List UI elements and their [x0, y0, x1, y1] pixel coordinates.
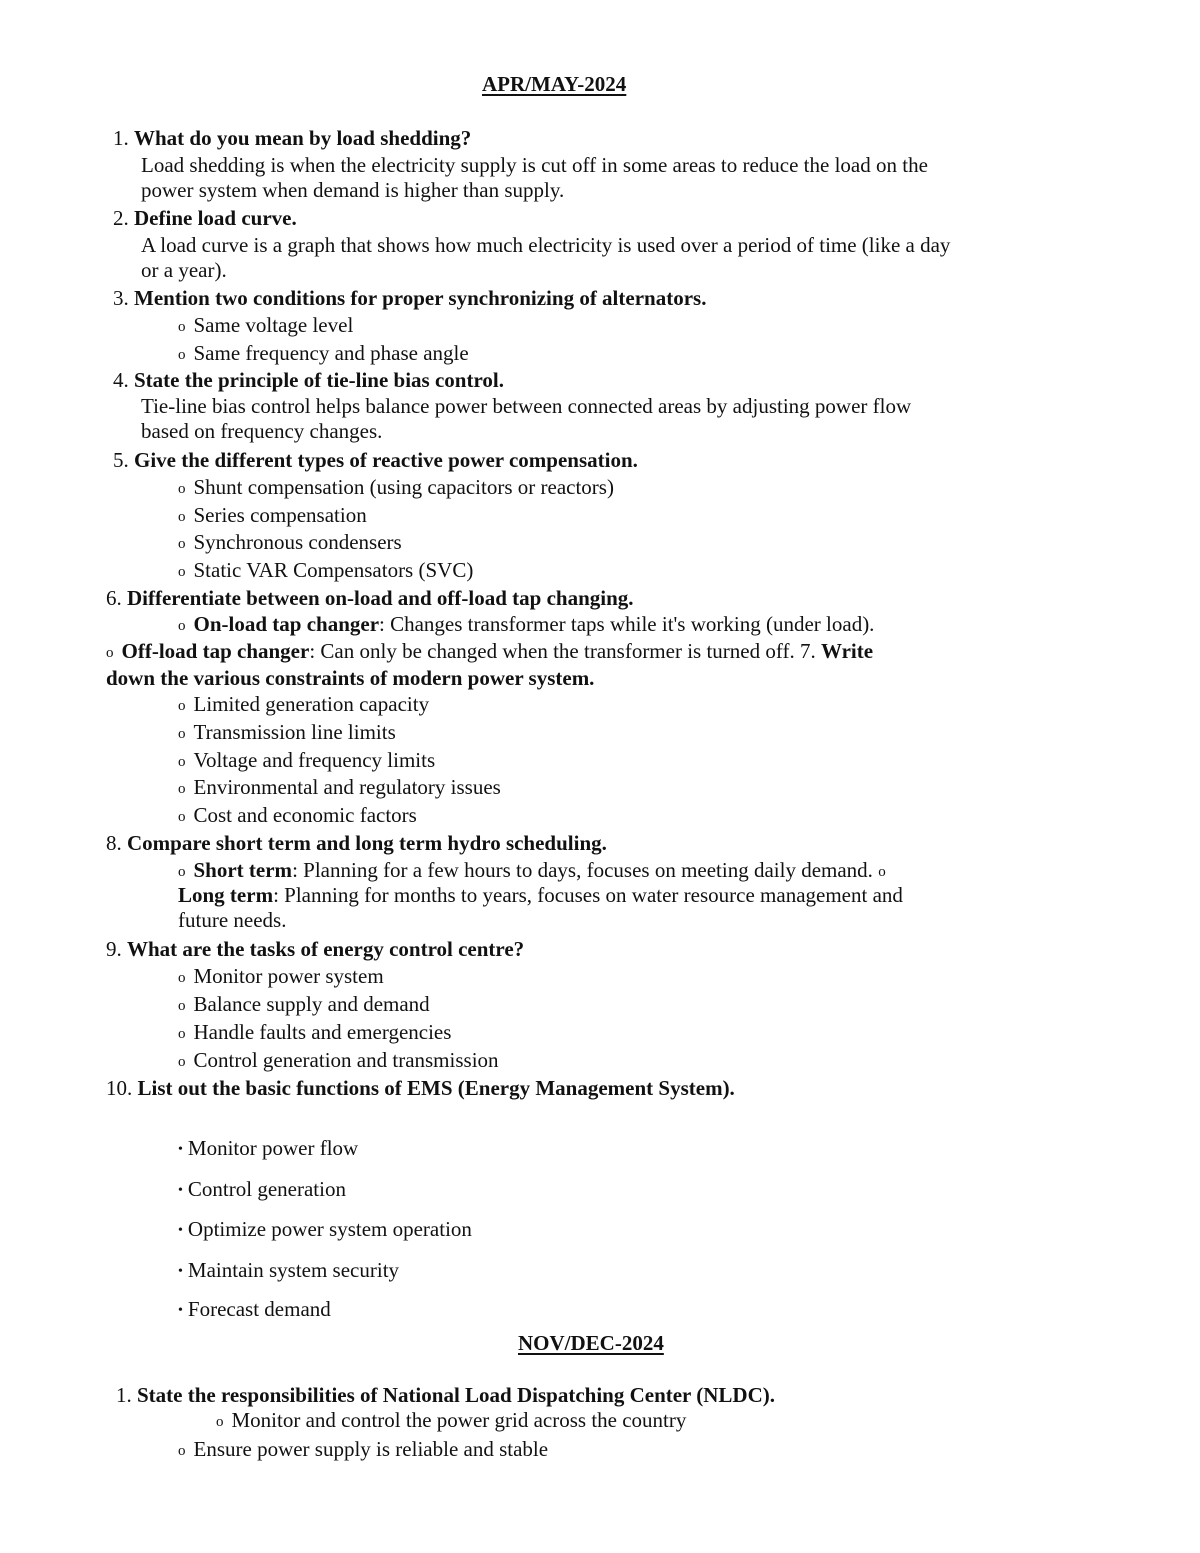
bullet-o: o	[178, 564, 186, 580]
bullet-o: o	[178, 1443, 186, 1459]
item-text: Synchronous condensers	[193, 530, 402, 554]
bullet-dot: •	[178, 1183, 183, 1198]
bullet-o: o	[178, 1026, 186, 1042]
question-5	[113, 447, 638, 473]
bullet-o: o	[178, 347, 186, 363]
question-text: What do you mean by load shedding?	[134, 126, 472, 150]
list-item	[178, 1047, 499, 1076]
list-item	[178, 963, 384, 992]
question-10	[106, 1075, 735, 1101]
nov-dec-question-1	[116, 1382, 775, 1408]
question-3	[113, 285, 706, 311]
question-text: Define load curve.	[134, 206, 297, 230]
list-item	[178, 312, 353, 341]
list-item	[178, 557, 473, 586]
item-text: Balance supply and demand	[193, 992, 430, 1016]
list-item	[178, 529, 402, 558]
item-text: Monitor and control the power grid across the country	[231, 1408, 687, 1432]
item-text: Transmission line limits	[193, 720, 396, 744]
question-number: 8.	[106, 831, 122, 855]
question-text: Compare short term and long term hydro scheduling.	[127, 831, 607, 855]
bullet-o: o	[878, 864, 886, 880]
item-text: Maintain system security	[187, 1258, 400, 1282]
question-1	[113, 125, 471, 151]
section-heading-apr-may-2024: APR/MAY-2024	[482, 72, 627, 96]
list-item	[178, 502, 367, 531]
bullet-o: o	[178, 536, 186, 552]
bullet-dot: •	[178, 1142, 183, 1157]
bullet-dot: •	[178, 1303, 183, 1318]
list-item	[178, 1436, 548, 1465]
offload-tap-changer	[106, 638, 873, 667]
question-number: 5.	[113, 448, 129, 472]
list-item	[216, 1407, 686, 1436]
item-text: Series compensation	[193, 503, 367, 527]
item-text: Control generation	[187, 1177, 346, 1201]
section-heading-nov-dec-2024: NOV/DEC-2024	[518, 1331, 664, 1355]
question-text: Give the different types of reactive power compensation.	[134, 448, 638, 472]
question-2	[113, 205, 297, 231]
bullet-dot: •	[178, 1264, 183, 1279]
list-item	[178, 1216, 472, 1246]
list-item	[178, 747, 435, 776]
term-description: : Planning for a few hours to days, focuses on meeting daily demand.	[292, 858, 873, 882]
item-text: Ensure power supply is reliable and stable	[193, 1437, 549, 1461]
bullet-o: o	[216, 1414, 224, 1430]
question-number: 10.	[106, 1076, 133, 1100]
term: Long term	[178, 883, 274, 907]
onload-tap-changer	[178, 611, 874, 640]
answer-1-line-1: Load shedding is when the electricity supply is cut off in some areas to reduce the load on the	[141, 153, 928, 177]
bullet-o: o	[178, 781, 186, 797]
long-term-item	[178, 882, 903, 908]
bullet-o: o	[178, 864, 186, 880]
item-text: Monitor power system	[193, 964, 384, 988]
bullet-o: o	[178, 998, 186, 1014]
term-description: : Can only be changed when the transformer is turned off. 7.	[309, 639, 816, 663]
bullet-o: o	[178, 698, 186, 714]
list-item	[178, 340, 469, 369]
item-text: Cost and economic factors	[193, 803, 417, 827]
question-text: State the responsibilities of National Load Dispatching Center (NLDC).	[137, 1383, 775, 1407]
question-7-text-end: down the various constraints of modern power system.	[106, 666, 595, 690]
bullet-o: o	[178, 754, 186, 770]
item-text: Shunt compensation (using capacitors or reactors)	[193, 475, 614, 499]
question-number: 1.	[113, 126, 129, 150]
item-text: Handle faults and emergencies	[193, 1020, 452, 1044]
question-text: What are the tasks of energy control centre?	[127, 937, 525, 961]
answer-4-line-2: based on frequency changes.	[141, 419, 383, 443]
item-text: Forecast demand	[187, 1297, 331, 1321]
bullet-o: o	[106, 645, 114, 661]
bullet-dot: •	[178, 1223, 183, 1238]
item-text: Same frequency and phase angle	[193, 341, 469, 365]
answer-2-line-1: A load curve is a graph that shows how much electricity is used over a period of time (like a day	[141, 233, 951, 257]
item-text: Environmental and regulatory issues	[193, 775, 501, 799]
bullet-o: o	[178, 970, 186, 986]
item-text: Limited generation capacity	[193, 692, 430, 716]
bullet-o: o	[178, 481, 186, 497]
question-number: 6.	[106, 586, 122, 610]
bullet-o: o	[178, 726, 186, 742]
question-8	[106, 830, 607, 856]
item-text: Monitor power flow	[187, 1136, 359, 1160]
item-text: Voltage and frequency limits	[193, 748, 436, 772]
answer-4-line-1: Tie-line bias control helps balance power between connected areas by adjusting power flow	[141, 394, 912, 418]
question-number: 1.	[116, 1383, 132, 1407]
answer-1-line-2: power system when demand is higher than supply.	[141, 178, 565, 202]
list-item	[178, 1135, 358, 1165]
bullet-o: o	[178, 809, 186, 825]
item-text: Static VAR Compensators (SVC)	[193, 558, 474, 582]
question-7-text-start: Write	[820, 639, 874, 663]
item-text: Optimize power system operation	[187, 1217, 472, 1241]
list-item	[178, 1257, 399, 1287]
question-number: 4.	[113, 368, 129, 392]
list-item	[178, 991, 430, 1020]
question-number: 2.	[113, 206, 129, 230]
bullet-o: o	[178, 509, 186, 525]
question-4	[113, 367, 504, 393]
question-text: List out the basic functions of EMS (Energy Management System).	[137, 1076, 735, 1100]
question-number: 3.	[113, 286, 129, 310]
bullet-o: o	[178, 1054, 186, 1070]
bullet-o: o	[178, 319, 186, 335]
term: Off-load tap changer	[121, 639, 310, 663]
term: On-load tap changer	[193, 612, 380, 636]
list-item	[178, 719, 396, 748]
long-term-item-cont: future needs.	[178, 908, 287, 932]
question-9	[106, 936, 524, 962]
list-item	[178, 1019, 451, 1048]
term-description: : Changes transformer taps while it's working (under load).	[379, 612, 875, 636]
term: Short term	[193, 858, 293, 882]
list-item	[178, 1176, 346, 1206]
question-text: Mention two conditions for proper synchronizing of alternators.	[134, 286, 707, 310]
list-item	[178, 691, 429, 720]
question-text: Differentiate between on-load and off-load tap changing.	[127, 586, 634, 610]
list-item	[178, 802, 417, 831]
term-description: : Planning for months to years, focuses on water resource management and	[273, 883, 903, 907]
list-item	[178, 774, 501, 803]
list-item	[178, 474, 614, 503]
answer-2-line-2: or a year).	[141, 258, 227, 282]
question-6	[106, 585, 634, 611]
item-text: Same voltage level	[193, 313, 354, 337]
bullet-o: o	[178, 618, 186, 634]
question-text: State the principle of tie-line bias control.	[134, 368, 504, 392]
question-number: 9.	[106, 937, 122, 961]
list-item	[178, 1296, 331, 1326]
item-text: Control generation and transmission	[193, 1048, 499, 1072]
